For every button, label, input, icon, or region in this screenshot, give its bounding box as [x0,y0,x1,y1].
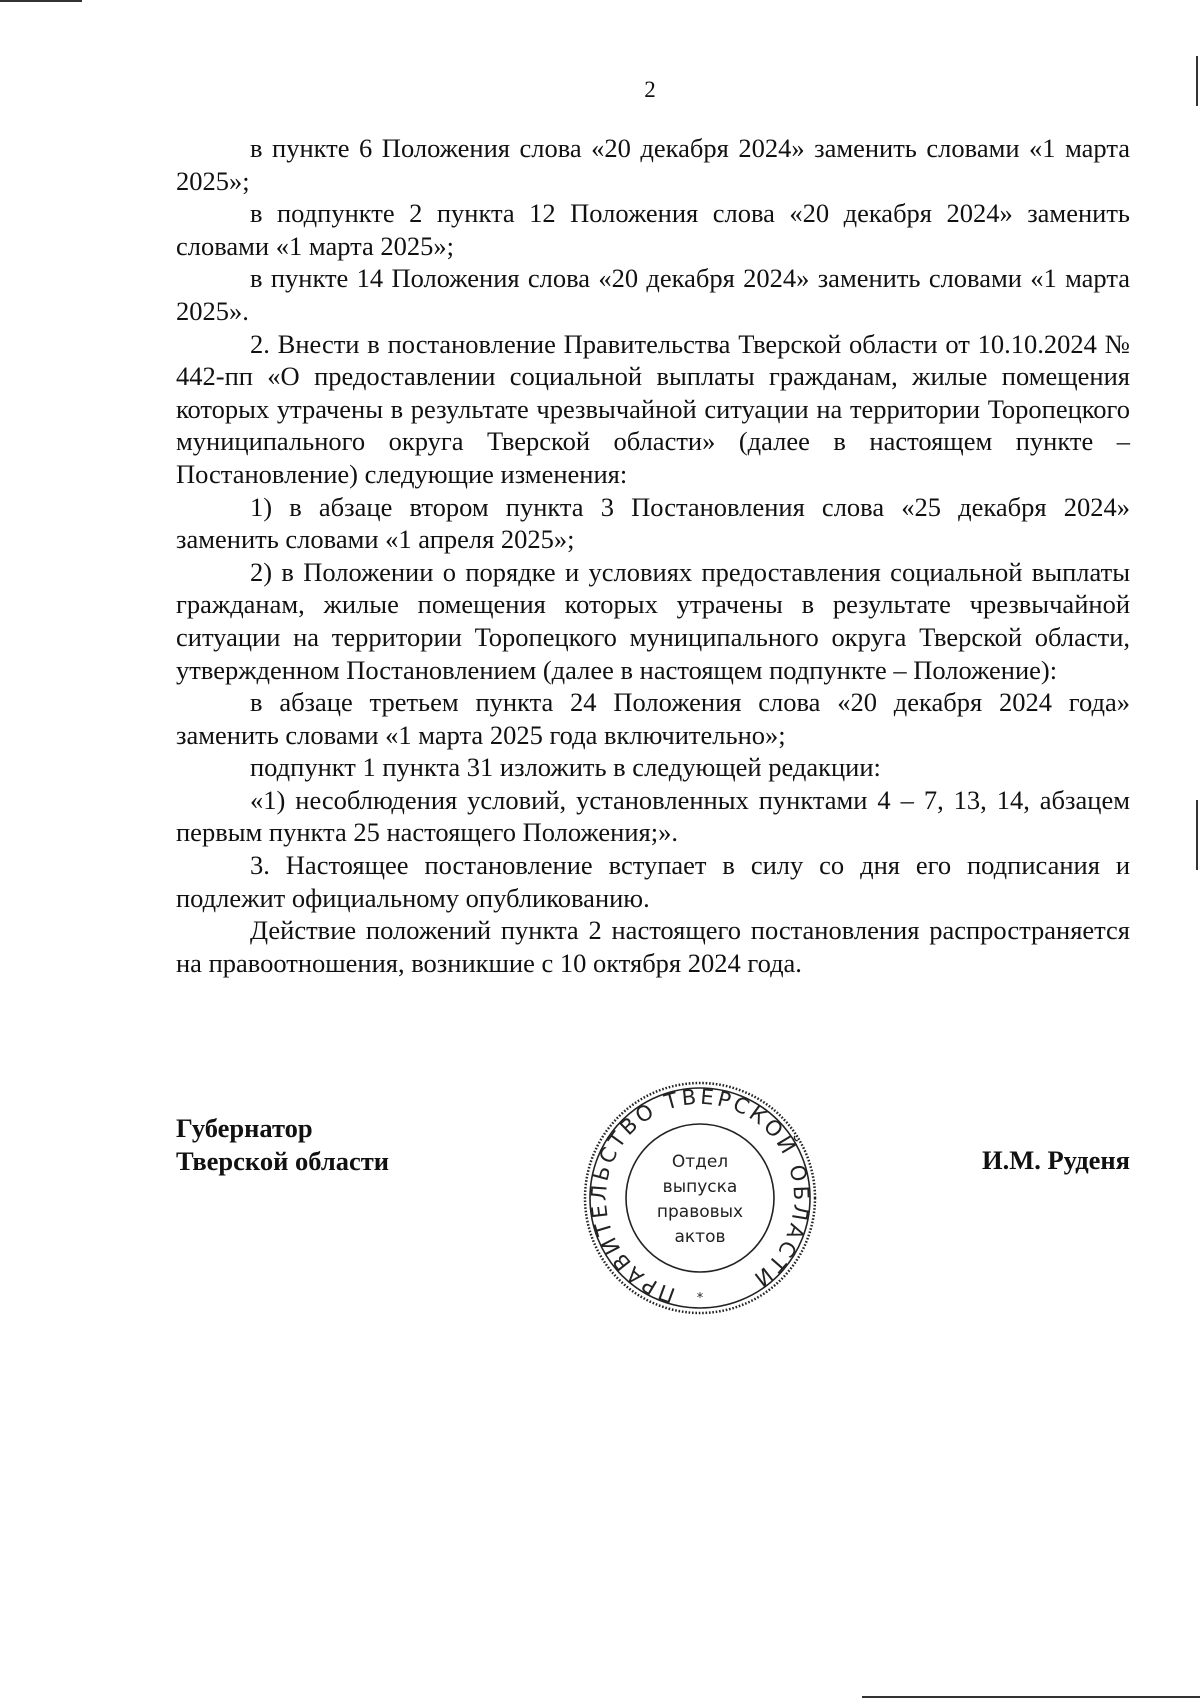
official-stamp [580,1078,820,1318]
paragraph: Действие положений пункта 2 настоящего постановления распространяется на правоотношения, возникшие с 10 октября 2024 года. [176,915,1130,978]
signer-position-line: Тверской области [176,1145,389,1176]
paragraph: 2) в Положении о порядке и условиях предоставления социальной выплаты гражданам, жилые помещения которых утрачены в результате чрезвычайной ситуации на территории Торопецкого муниципального округа Тверской области, утвержденном Постановлением (далее в настоящем подпункте – Положение): [176,556,1130,685]
paragraph: подпункт 1 пункта 31 изложить в следующей редакции: [250,752,881,783]
paragraph: «1) несоблюдения условий, установленных пунктами 4 – 7, 13, 14, абзацем первым пункта 25 настоящего Положения;». [176,784,1130,848]
signature-block [176,1084,1130,1312]
paragraph: 3. Настоящее постановление вступает в силу со дня его подписания и подлежит официальному опубликованию. [176,850,1130,913]
signer-position [176,1112,389,1177]
stamp-center-line: выпуска [662,1177,738,1197]
page-number: 2 [644,77,656,102]
stamp-center-line: Отдел [671,1152,729,1172]
paragraph: в пункте 14 Положения слова «20 декабря 2024» заменить словами «1 марта 2025». [176,263,1130,326]
scan-edge-mark-right-middle [1196,800,1198,870]
paragraph: в абзаце третьем пункта 24 Положения слова «20 декабря 2024 года» заменить словами «1 марта 2025 года включительно»; [176,687,1130,750]
signer-name: И.М. Руденя [981,1145,1130,1175]
paragraph: в пункте 6 Положения слова «20 декабря 2024» заменить словами «1 марта 2025»; [176,133,1130,196]
paragraph: 1) в абзаце втором пункта 3 Постановления слова «25 декабря 2024» заменить словами «1 апреля 2025»; [176,491,1130,555]
stamp-center-line: правовых [656,1202,744,1222]
paragraph: 2. Внести в постановление Правительства Тверской области от 10.10.2024 № 442-пп «О предоставлении социальной выплаты гражданам, жилые помещения которых утрачены в результате чрезвычайной ситуации на территории Торопецкого муниципального округа Тверской области» (далее в настоящем пункте – Постановление) следующие изменения: [176,328,1130,489]
stamp-star: * [696,1291,704,1306]
stamp-ring-textpath: ПРАВИТЕЛЬСТВО ТВЕРСКОЙ ОБЛАСТИ [586,1084,814,1308]
document-body [176,132,1130,979]
signer-position-line: Губернатор [176,1113,313,1143]
scan-edge-mark-top-left [0,0,82,2]
stamp-center-line: актов [674,1227,726,1247]
paragraph: в подпункте 2 пункта 12 Положения слова «20 декабря 2024» заменить словами «1 марта 2025»; [176,198,1130,261]
